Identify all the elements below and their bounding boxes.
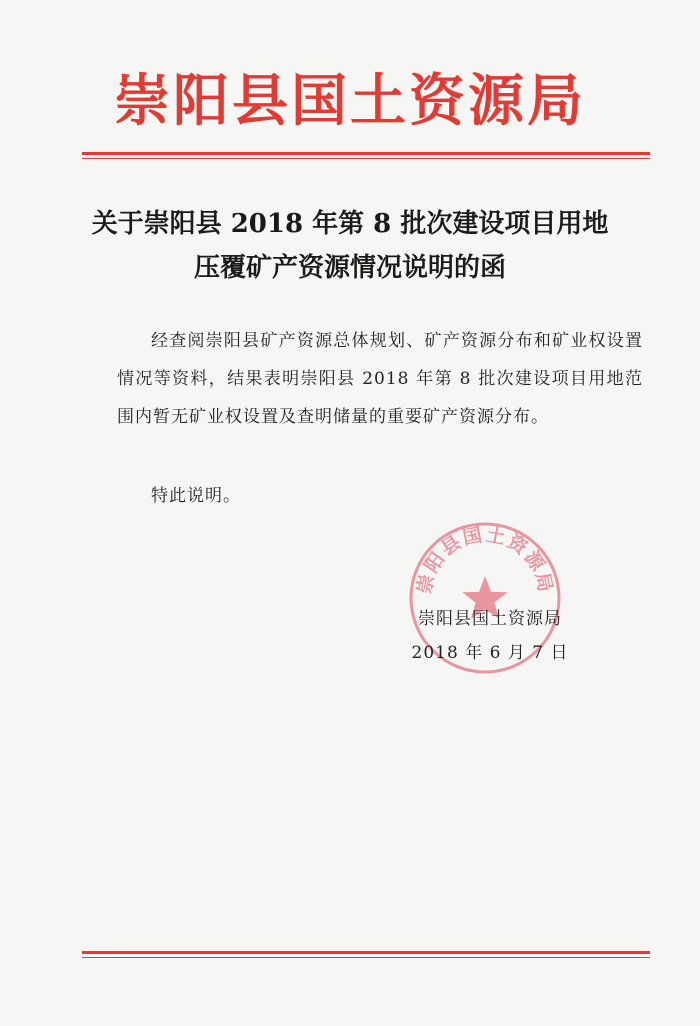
header-divider	[82, 152, 650, 159]
document-title-line-1: 关于崇阳县 2018 年第 8 批次建设项目用地	[91, 209, 609, 239]
masthead-org-name: 崇阳县国土资源局	[114, 69, 586, 134]
signature-date: 2018 年 6 月 7 日	[411, 643, 569, 663]
body-paragraph: 经查阅崇阳县矿产资源总体规划、矿产资源分布和矿业权设置情况等资料，结果表明崇阳县 2018 年第 8 批次建设项目用地范围内暂无矿业权设置及查明储量的重要矿产资源分布。	[117, 331, 643, 427]
signature-org: 崇阳县国土资源局	[418, 609, 562, 629]
closing-remark: 特此说明。	[151, 486, 241, 506]
footer-divider	[82, 951, 650, 958]
document-title-line-2: 压覆矿产资源情况说明的函	[193, 253, 506, 283]
seal-text: 崇阳县国土资源局	[413, 523, 557, 596]
